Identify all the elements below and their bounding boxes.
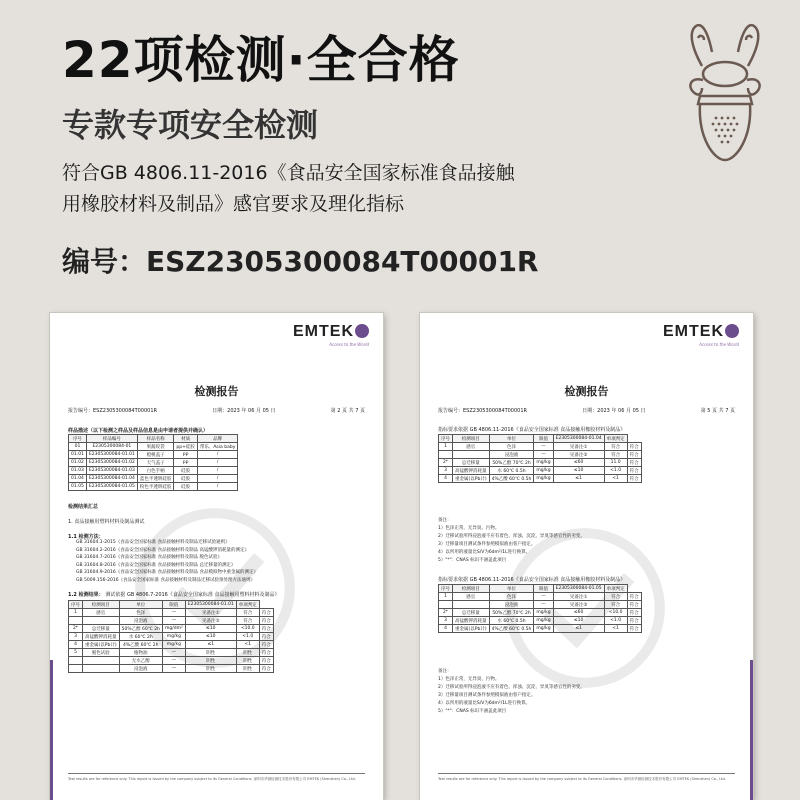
text-line: GB 31604.9-2016《食品安全国家标准 食品接触材料及制品 食品模拟物中重金属的测定》 xyxy=(76,570,259,575)
table-row xyxy=(69,665,274,673)
table-cell: E2305300084-01.03 xyxy=(86,467,137,475)
table-header-cell: E2305300084-01.04 xyxy=(553,435,604,443)
table-header-cell: 检测项目 xyxy=(453,585,490,593)
table-header-cell: 品牌 xyxy=(197,435,238,443)
table-cell: 见备注② xyxy=(553,451,604,459)
table-cell: 硅胶 xyxy=(174,483,197,491)
table-cell: 重金属(以Pb计) xyxy=(453,475,490,483)
table-cell: — xyxy=(162,609,185,617)
table-cell: ≤60 xyxy=(553,459,604,467)
table-cell: ≤10 xyxy=(553,617,604,625)
text-line: 5）"*"：CNAS 标识不涵盖此项目 xyxy=(438,709,507,714)
table-cell: 天气盖子 xyxy=(137,459,174,467)
table-cell: 色泽 xyxy=(489,443,534,451)
table-cell: ≤60 xyxy=(553,609,604,617)
table-cell: mg/kg xyxy=(162,641,185,649)
table-cell: <10.0 xyxy=(236,625,259,633)
table-cell: 符合 xyxy=(627,617,641,625)
table-cell: 见备注① xyxy=(553,593,604,601)
table-cell: 浸泡液 xyxy=(119,617,162,625)
table-cell: <1 xyxy=(604,625,627,633)
table-cell: 符合 xyxy=(259,625,273,633)
table-cell: mg/kg xyxy=(534,609,553,617)
text-line: GB 31604.2-2016《食品安全国家标准 食品接触材料及制品 高锰酸钾消耗量的测定》 xyxy=(76,547,250,553)
table-cell: 感官 xyxy=(453,593,490,601)
table-row xyxy=(439,593,642,601)
table-cell: 见备注② xyxy=(185,617,236,625)
table-cell: 植物油 xyxy=(119,649,162,657)
table-cell: 符合 xyxy=(259,633,273,641)
table-row xyxy=(69,451,238,459)
report-footer: Test results are for reference only. This report is issued by the company subject to its General Conditions. 深圳市华测检测技术股份有限公司 EMTEK (Shenzhen) Co., Ltd. xyxy=(68,773,365,782)
table-row xyxy=(439,617,642,625)
table-cell: 符合 xyxy=(236,609,259,617)
table-cell: 果蔬咬袋 xyxy=(137,443,174,451)
table-cell: 符合 xyxy=(627,443,641,451)
table-row xyxy=(439,601,642,609)
table-cell: mg/kg xyxy=(534,467,553,475)
table-cell: E2305300084-01.04 xyxy=(86,475,137,483)
table-cell: 色泽 xyxy=(489,593,534,601)
table-cell: 01.05 xyxy=(69,483,87,491)
sample-table xyxy=(68,434,238,491)
table-cell: 01 xyxy=(69,443,87,451)
table-cell: 3 xyxy=(69,633,83,641)
table-cell: mg/kg xyxy=(534,625,553,633)
report-date: 日期：2023 年 06 月 05 日 xyxy=(582,408,646,414)
table-cell: 符合 xyxy=(236,617,259,625)
table-cell: 浸泡液 xyxy=(489,451,534,459)
report-title: 检测报告 xyxy=(194,385,239,398)
table-header-cell: 检测项目 xyxy=(83,601,120,609)
table-cell: 水 60℃ 2h xyxy=(119,633,162,641)
table-cell: 阴性 xyxy=(236,649,259,657)
table-cell: ≤1 xyxy=(553,475,604,483)
table-header-cell: 单项判定 xyxy=(604,585,627,593)
table-cell: / xyxy=(197,475,238,483)
text-line: 4）以所用的液量比S/V为6dm²/1L进行换算。 xyxy=(438,550,531,555)
page-number: 第 5 页 共 7 页 xyxy=(700,408,735,414)
table-cell: 符合 xyxy=(627,459,641,467)
table-cell: E2305300084-01 xyxy=(86,443,137,451)
table-header-cell: 限值 xyxy=(534,435,553,443)
table-cell: 50%乙醇 60℃ 2h xyxy=(119,625,162,633)
table-cell: 3 xyxy=(439,617,453,625)
table-cell: 2* xyxy=(439,609,453,617)
report-footer: Test results are for reference only. This report is issued by the company subject to its General Conditions. 深圳市华测检测技术股份有限公司 EMTEK (Shenzhen) Co., Ltd. xyxy=(438,773,735,782)
table-cell: ≤1 xyxy=(553,625,604,633)
table-cell: — xyxy=(534,443,553,451)
method-heading: 1.1 检测方法： xyxy=(68,534,104,540)
table-cell: — xyxy=(534,593,553,601)
table-cell: E2305300084-01.05 xyxy=(86,483,137,491)
result-table xyxy=(68,600,274,673)
table-cell: 见备注① xyxy=(553,443,604,451)
table-header-cell: 单项判定 xyxy=(604,435,627,443)
table-cell: 符合 xyxy=(604,601,627,609)
table-cell: <1.0 xyxy=(236,633,259,641)
table-cell: / xyxy=(197,451,238,459)
report-number: 报告编号：ESZ2305300084T00001R xyxy=(438,408,528,414)
table-cell: 1 xyxy=(439,443,453,451)
table-cell: 4 xyxy=(439,475,453,483)
text-line: GB 5009.156-2016《食品安全国家标准 食品接触材料及制品迁移试验预处理方法通则》 xyxy=(76,577,255,583)
logo-check-icon xyxy=(725,324,739,338)
summary-heading: 检测结果汇总 xyxy=(68,504,99,510)
table-cell xyxy=(439,451,453,459)
table-cell xyxy=(83,657,120,665)
table-cell: 符合 xyxy=(627,609,641,617)
table-cell xyxy=(69,657,83,665)
table-cell: pp xyxy=(174,459,197,467)
table-cell: — xyxy=(534,601,553,609)
table-cell: 重金属(以Pb计) xyxy=(453,625,490,633)
table-cell: — xyxy=(162,617,185,625)
table-cell: 符合 xyxy=(627,467,641,475)
summary-subheading: 1. 食品接触用塑料材料及制品测试 xyxy=(68,519,145,525)
table-cell: <1 xyxy=(236,641,259,649)
table-cell: 见备注① xyxy=(185,609,236,617)
table-cell: 感官 xyxy=(83,609,120,617)
notes-1 xyxy=(438,517,735,565)
text-line: 5）"*"：CNAS 标识不涵盖此项目 xyxy=(438,558,507,563)
table-cell: ≤10 xyxy=(553,467,604,475)
table-cell: — xyxy=(162,649,185,657)
table-row xyxy=(439,625,642,633)
table-cell: 阴性 xyxy=(236,665,259,673)
table-cell: 符合 xyxy=(604,451,627,459)
table-row xyxy=(69,467,238,475)
table-cell: 1 xyxy=(439,593,453,601)
table-cell: 01.02 xyxy=(69,459,87,467)
table-cell: 5 xyxy=(69,649,83,657)
table2-basis: 指标要求依据 GB 4806.11-2016《食品安全国家标准 食品接触用橡胶材料及制品》 xyxy=(438,577,626,583)
table-cell xyxy=(453,451,490,459)
table-header-cell: 单位 xyxy=(489,435,534,443)
table-row xyxy=(69,641,274,649)
logo-tagline: Access to the World xyxy=(329,342,369,347)
teether-product-icon xyxy=(670,18,780,168)
table-row xyxy=(69,649,274,657)
table-header-cell: 序号 xyxy=(69,435,87,443)
table-cell: 符合 xyxy=(259,609,273,617)
table-header-cell: 材质 xyxy=(174,435,197,443)
table-cell: 阴性 xyxy=(236,657,259,665)
table-cell xyxy=(83,617,120,625)
table-cell: mg/kg xyxy=(534,475,553,483)
table-cell: 符合 xyxy=(627,451,641,459)
table-cell: 1 xyxy=(69,609,83,617)
table-cell: ≤1 xyxy=(185,641,236,649)
table-row xyxy=(69,625,274,633)
standard-description xyxy=(62,158,702,220)
table-cell: 50%乙醇 70℃ 2h xyxy=(489,459,534,467)
table-cell: 总迁移量 xyxy=(83,625,120,633)
table-cell: 总迁移量 xyxy=(453,609,490,617)
table-cell: 见备注② xyxy=(553,601,604,609)
result-table-01-05 xyxy=(438,584,642,633)
result-table-01-04 xyxy=(438,434,642,483)
table-cell: mg/kg xyxy=(534,617,553,625)
table-cell: / xyxy=(197,459,238,467)
table-cell: 硅胶 xyxy=(174,467,197,475)
emtek-logo xyxy=(293,323,369,347)
table-cell: 蓝色半透明硅胶 xyxy=(137,475,174,483)
text-line: GB 31604.8-2016《食品安全国家标准 食品接触材料及制品 总迁移量的测定》 xyxy=(76,562,236,568)
table-row xyxy=(69,633,274,641)
table-row xyxy=(69,443,238,451)
table-cell: <1.0 xyxy=(604,467,627,475)
table-row xyxy=(439,609,642,617)
text-line: 备注： xyxy=(438,669,452,674)
accent-bar xyxy=(750,660,753,800)
table-cell: 水 60℃ 0.5h xyxy=(489,617,534,625)
table-row xyxy=(439,459,642,467)
table-cell: 阴性 xyxy=(185,665,236,673)
table-cell xyxy=(439,601,453,609)
table-cell xyxy=(69,617,83,625)
table-cell: 符合 xyxy=(259,657,273,665)
report-title: 检测报告 xyxy=(564,385,609,398)
text-line: 4）以所用的液量比S/V为6dm²/1L进行换算。 xyxy=(438,701,531,706)
table-row xyxy=(439,467,642,475)
report-number: 报告编号：ESZ2305300084T00001R xyxy=(68,408,158,414)
table-cell: <1.0 xyxy=(604,617,627,625)
table-row xyxy=(69,459,238,467)
table-cell: 硅胶 xyxy=(174,475,197,483)
table-cell: 阴性 xyxy=(185,649,236,657)
table-cell: 符合 xyxy=(259,665,273,673)
table-cell: mg/kg xyxy=(162,633,185,641)
table-cell: 总迁移量 xyxy=(453,459,490,467)
subheadline: 专款专项安全检测 xyxy=(62,106,319,144)
table-header-cell: 单项判定 xyxy=(236,601,259,609)
table-cell: — xyxy=(162,657,185,665)
table-cell: 2* xyxy=(69,625,83,633)
table-row xyxy=(439,443,642,451)
text-line: 1）色泽正常，无异臭、污物。 xyxy=(438,677,500,682)
table-cell: 高锰酸钾消耗量 xyxy=(453,617,490,625)
table-cell: 符合 xyxy=(604,593,627,601)
table-cell: 4%乙酸 60℃ 0.5h xyxy=(489,625,534,633)
table-cell: 11.0 xyxy=(604,459,627,467)
table-cell: mg/dm² xyxy=(162,625,185,633)
text-line: GB 31604.1-2015《食品安全国家标准 食品接触材料及制品迁移试验通则》 xyxy=(76,540,230,545)
table-header-cell: 单位 xyxy=(119,601,162,609)
table-row xyxy=(439,451,642,459)
table-cell: mg/kg xyxy=(534,459,553,467)
table-header-cell: 样品编号 xyxy=(86,435,137,443)
result-basis: 测试依据 GB 4806.7-2016《食品安全国家标准 食品接触用塑料材料及制品》 xyxy=(105,592,280,598)
table-cell: ≤10 xyxy=(185,633,236,641)
logo-check-icon xyxy=(355,324,369,338)
table-row xyxy=(439,475,642,483)
table-cell: 符合 xyxy=(627,625,641,633)
table-header-cell: 检测项目 xyxy=(453,435,490,443)
table-cell: 符合 xyxy=(259,617,273,625)
standard-line-1: 符合GB 4806.11-2016《食品安全国家标准食品接触 xyxy=(62,162,515,184)
table-cell: / xyxy=(197,467,238,475)
page-number: 第 2 页 共 7 页 xyxy=(330,408,365,414)
report-meta xyxy=(438,407,735,414)
result-heading xyxy=(68,591,279,598)
table-cell: 脱色试验 xyxy=(83,649,120,657)
table-header-cell: 限值 xyxy=(162,601,185,609)
table-cell: 符合 xyxy=(259,641,273,649)
report-code: 编号：ESZ2305300084T00001R xyxy=(62,245,539,278)
logo-tagline: Access to the World xyxy=(699,342,739,347)
table-row xyxy=(69,609,274,617)
table-cell: pp xyxy=(174,451,197,459)
table-header-cell: 序号 xyxy=(439,585,453,593)
text-line: 1）色泽正常，无异臭、污物。 xyxy=(438,526,500,531)
table-cell: 4%乙酸 60℃ 2h xyxy=(119,641,162,649)
table-cell: 无水乙醇 xyxy=(119,657,162,665)
table-cell: — xyxy=(162,665,185,673)
table-header-cell: E2305300084-01.01 xyxy=(185,601,236,609)
table-header-cell: 序号 xyxy=(69,601,83,609)
table-cell: 4 xyxy=(439,625,453,633)
table-cell: 符合 xyxy=(604,443,627,451)
logo-text: EMTEK xyxy=(293,323,354,340)
report-meta xyxy=(68,407,365,414)
table-cell: 01.03 xyxy=(69,467,87,475)
table-row xyxy=(69,657,274,665)
headline: 22项检测·全合格 xyxy=(62,31,460,89)
table-cell: 符合 xyxy=(627,593,641,601)
table-cell: 重金属(以Pb计) xyxy=(83,641,120,649)
table-cell: 浸泡液 xyxy=(489,601,534,609)
text-line: 2）迁移试验所得浸泡液不应有着色、浑浊、沉淀、异臭等感官性的劣变。 xyxy=(438,534,585,539)
table-cell: 01.01 xyxy=(69,451,87,459)
logo-text: EMTEK xyxy=(663,323,724,340)
table-cell: 4%乙酸 60℃ 0.5h xyxy=(489,475,534,483)
table-cell: / xyxy=(197,483,238,491)
table-cell xyxy=(453,601,490,609)
table-cell: <10.0 xyxy=(604,609,627,617)
table-cell: 高锰酸钾消耗量 xyxy=(453,467,490,475)
table-cell: E2305300084-01.01 xyxy=(86,451,137,459)
method-list xyxy=(76,539,365,584)
table-cell: <1 xyxy=(604,475,627,483)
table-cell: 水 60℃ 0.5h xyxy=(489,467,534,475)
table-cell: 符合 xyxy=(627,601,641,609)
text-line: 2）迁移试验所得浸泡液不应有着色、浑浊、沉淀、异臭等感官性的劣变。 xyxy=(438,685,585,690)
table-cell: 4 xyxy=(69,641,83,649)
table-cell: 浸泡液 xyxy=(119,665,162,673)
table-cell: 阴性 xyxy=(185,657,236,665)
report-date: 日期：2023 年 06 月 05 日 xyxy=(212,408,276,414)
result-heading-label: 1.2 检测结果： xyxy=(68,592,104,598)
emtek-logo xyxy=(663,323,739,347)
table-row xyxy=(69,483,238,491)
table-header-cell: E2305300084-01.05 xyxy=(553,585,604,593)
table-cell: 高锰酸钾消耗量 xyxy=(83,633,120,641)
table-cell: 感官 xyxy=(453,443,490,451)
table-cell: 50%乙醇 70℃ 2h xyxy=(489,609,534,617)
table-cell: 2* xyxy=(439,459,453,467)
table-cell: 粉色半透明硅胶 xyxy=(137,483,174,491)
notes-2 xyxy=(438,668,735,716)
table-cell xyxy=(83,665,120,673)
table-header-cell: 单位 xyxy=(489,585,534,593)
sample-heading: 样品描述（以下检测之样品及样品信息是由申请者提供并确认） xyxy=(68,428,209,434)
text-line: 3）迁移量项目测试条件参照模拟液由客户指定。 xyxy=(438,693,536,698)
table-cell: 带乐、Asia baby xyxy=(197,443,238,451)
table-cell: 符合 xyxy=(259,649,273,657)
table-cell: 01.04 xyxy=(69,475,87,483)
test-report-page-2 xyxy=(50,313,383,800)
text-line: GB 31604.7-2016《食品安全国家标准 食品接触材料及制品 脱色试验》 xyxy=(76,555,223,560)
table-cell: 色泽 xyxy=(119,609,162,617)
accent-bar xyxy=(50,660,53,800)
text-line: 备注： xyxy=(438,518,452,523)
table-row xyxy=(69,475,238,483)
table-cell: 符合 xyxy=(627,475,641,483)
table-cell: 3 xyxy=(439,467,453,475)
table-cell: 白色手柄 xyxy=(137,467,174,475)
table-cell: — xyxy=(534,451,553,459)
table-cell: E2305300084-01.02 xyxy=(86,459,137,467)
table-header-cell: 样品名称 xyxy=(137,435,174,443)
test-report-page-5 xyxy=(420,313,753,800)
table-cell: pp+硅胶 xyxy=(174,443,197,451)
table1-basis: 指标要求依据 GB 4806.11-2016《食品安全国家标准 食品接触用橡胶材料及制品》 xyxy=(438,427,626,433)
table-cell xyxy=(69,665,83,673)
table-header-cell: 限值 xyxy=(534,585,553,593)
table-cell: ≤10 xyxy=(185,625,236,633)
standard-line-2: 用橡胶材料及制品》感官要求及理化指标 xyxy=(62,193,405,215)
table-row xyxy=(69,617,274,625)
text-line: 3）迁移量项目测试条件参照模拟液由客户指定。 xyxy=(438,542,536,547)
table-header-cell: 序号 xyxy=(439,435,453,443)
table-cell: 橙桃盖子 xyxy=(137,451,174,459)
